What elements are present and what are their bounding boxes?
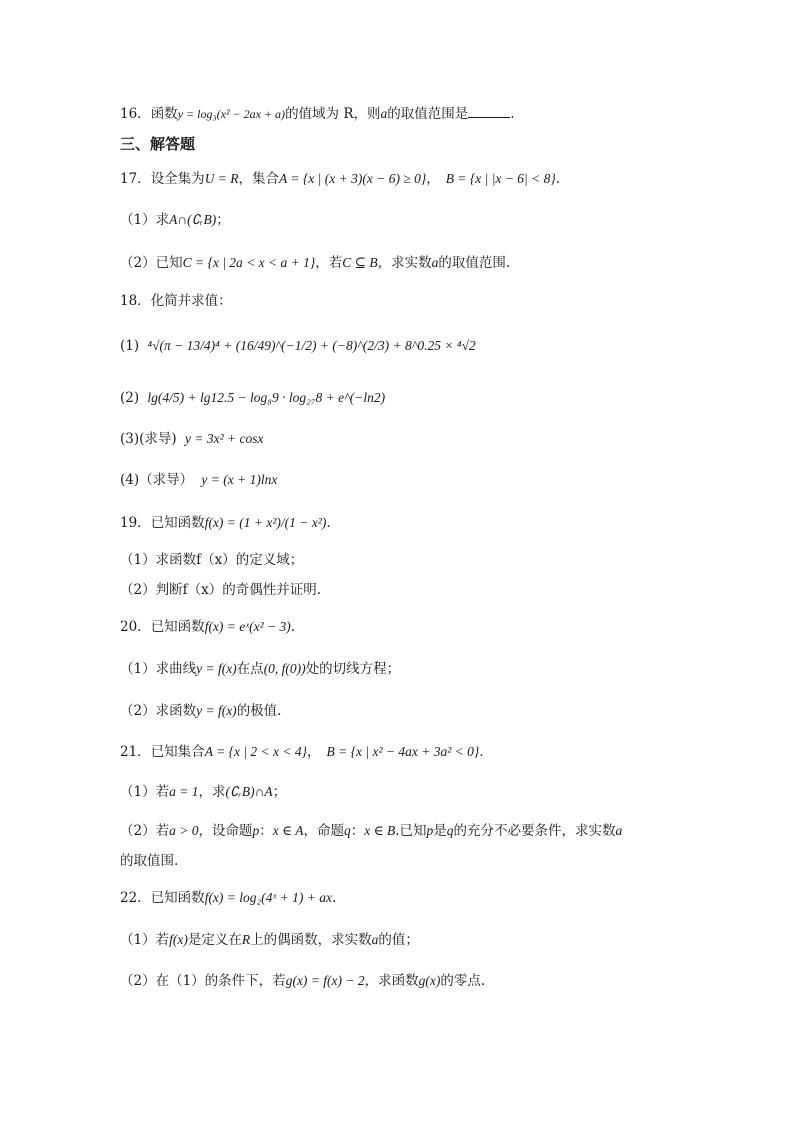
q18-part2: [120, 388, 385, 408]
q18-part1-expr: ⁴√(π − 13/4)⁴ + (16/49)^(−1/2) + (−8)^(2/3) + 8^0.25 × ⁴√2: [147, 338, 476, 353]
q18-part1-label: (1): [120, 338, 140, 354]
q18-text: 化简并求值：: [150, 293, 232, 309]
q21-part2-t2: ：: [259, 823, 273, 839]
q20-text: 已知函数: [150, 619, 205, 635]
q18-stem: [120, 291, 232, 311]
q22-part1-label: （1）若: [120, 932, 170, 948]
q22-gx: g(x): [418, 973, 441, 988]
q21-part2-t3: ，命题: [303, 823, 344, 839]
q21-part2-cond: a > 0: [169, 823, 199, 838]
q20-part1-label: （1）求曲线: [120, 661, 197, 677]
q21-part1-mid: ，求: [198, 784, 226, 800]
q21-set-b: B = {x | x² − 4ax + 3a² < 0}: [326, 744, 480, 759]
q22-part1: [120, 930, 419, 950]
q21-part2-t6: 是: [433, 823, 447, 839]
q22-number: 22．: [120, 890, 151, 906]
q21-prop-q-expr: x ∈ B: [364, 823, 396, 838]
q17-end: .: [555, 171, 561, 187]
q17-universal-set: U = R: [204, 171, 239, 186]
q20-part2-end: 的极值.: [236, 703, 282, 719]
q18-part2-expr: lg(4/5) + lg12.5 − log₈9 · log₂₇8 + e^(−ln2): [147, 390, 386, 405]
q17-part2-end: ，求实数: [377, 255, 432, 271]
q20-curve: y = f(x): [196, 661, 237, 676]
q22-part2: [120, 971, 485, 991]
q16-text-1: 函数: [150, 106, 178, 122]
q22-part2-end: 的零点.: [440, 973, 486, 989]
q16-formula: y = log₃(x² − 2ax + a): [177, 107, 286, 121]
q21-prop-p-2: p: [426, 823, 434, 838]
q17-sep: ，: [426, 171, 440, 187]
q21-text: 已知集合: [150, 744, 205, 760]
q21-part2: [120, 821, 622, 841]
q22-part1-domain: R: [241, 932, 251, 947]
q17-stem: [120, 169, 560, 189]
q21-stem: [120, 742, 484, 762]
q22-part1-mid2: 上的偶函数，求实数: [250, 932, 372, 948]
q17-set-a: A = {x | (x + 3)(x − 6) ≥ 0}: [279, 171, 427, 186]
q19-part1: （1）求函数f（x）的定义域；: [120, 552, 304, 568]
q21-prop-p-expr: x ∈ A: [272, 823, 304, 838]
q17-set-b: B = {x | |x − 6| < 8}: [445, 171, 556, 186]
q18-number: 18．: [120, 293, 151, 309]
q22-part1-var: a: [371, 932, 379, 947]
q21-part2-t7: 的充分不必要条件，求实数: [453, 823, 616, 839]
q22-part1-end: 的值；: [378, 932, 419, 948]
q21-prop-q: q: [343, 823, 351, 838]
q16-end: .: [510, 106, 515, 122]
q21-part1-label: （1）若: [120, 784, 170, 800]
q20-function: f(x) = eˣ(x² − 3): [204, 619, 291, 634]
q22-part2-label: （2）在（1）的条件下，若: [120, 973, 286, 989]
q18-part2-label: (2): [120, 390, 140, 406]
q17-part2-mid: ，若: [315, 255, 343, 271]
q20-number: 20．: [120, 619, 151, 635]
q18-part3-label: (3)(求导): [120, 431, 177, 447]
q17-part2-label: （2）已知: [120, 255, 183, 271]
q16-text-2: 的值域为 R，则: [285, 106, 381, 122]
q19-stem: [120, 513, 331, 533]
q17-part2-tail: 的取值范围.: [438, 255, 511, 271]
q17-subset-expr: C ⊆ B: [342, 255, 378, 270]
q20-part1: [120, 659, 400, 679]
q21-part1-expr: (∁ᵣB)∩A: [225, 784, 273, 799]
q21-part2-t5: .已知: [395, 823, 427, 839]
q19-function: f(x) = (1 + x²)/(1 − x²): [204, 515, 327, 530]
q21-part1-end: ；: [272, 784, 287, 800]
q20-part1-end: 处的切线方程；: [305, 661, 401, 677]
q20-part2-func: y = f(x): [196, 703, 237, 718]
q16-answer-blank[interactable]: [468, 103, 510, 118]
q19-text: 已知函数: [150, 515, 205, 531]
q22-part2-mid: ，求函数: [364, 973, 419, 989]
q16-line: [120, 103, 515, 124]
q17-part2: [120, 253, 510, 273]
q21-part2-var: a: [615, 823, 623, 838]
q20-part1-mid: 在点: [236, 661, 264, 677]
q20-part2-label: （2）求函数: [120, 703, 197, 719]
q19-number: 19．: [120, 515, 151, 531]
q20-part2: [120, 701, 281, 721]
q21-end: .: [479, 744, 484, 760]
q19-end: .: [326, 515, 331, 531]
q17-text-2: ，集合: [238, 171, 280, 187]
q18-part1: [120, 336, 476, 356]
q16-number: 16．: [120, 106, 151, 122]
q18-part3: [120, 429, 263, 449]
q21-set-a: A = {x | 2 < x < 4}: [204, 744, 308, 759]
q20-stem: [120, 617, 295, 637]
q22-function: f(x) = log₂(4ˣ + 1) + ax: [204, 890, 332, 905]
q22-part1-func: f(x): [169, 932, 188, 947]
q21-part2-cont: 的取值围.: [120, 853, 179, 869]
q16-text-3: 的取值范围是: [387, 106, 469, 122]
q21-sep: ，: [307, 744, 321, 760]
q17-text-1: 设全集为: [150, 171, 205, 187]
q19-part2: （2）判断f（x）的奇偶性并证明.: [120, 582, 321, 598]
q17-part1-expr: A∩(∁ᵣB): [169, 212, 217, 227]
q17-number: 17．: [120, 171, 151, 187]
q17-part1: [120, 210, 230, 230]
q22-end: .: [332, 890, 337, 906]
q21-number: 21．: [120, 744, 151, 760]
section-title: 三、解答题: [120, 135, 196, 153]
q17-part2-var: a: [431, 255, 439, 270]
q22-part1-mid: 是定义在: [187, 932, 242, 948]
q17-set-c: C = {x | 2a < x < a + 1}: [182, 255, 316, 270]
q22-stem: [120, 888, 336, 908]
q21-part1: [120, 782, 286, 802]
q20-point: (0, f(0)): [263, 661, 306, 676]
q21-prop-p: p: [252, 823, 260, 838]
q18-part4: [120, 470, 277, 490]
q21-part1-cond: a = 1: [169, 784, 199, 799]
q18-part3-expr: y = 3x² + cosx: [184, 431, 264, 446]
q21-part2-label: （2）若: [120, 823, 170, 839]
q21-part2-t4: ：: [350, 823, 365, 839]
q22-text: 已知函数: [150, 890, 205, 906]
q18-part4-expr: y = (x + 1)lnx: [201, 472, 278, 487]
q17-part1-end: ；: [216, 212, 230, 228]
q21-part2-t1: ，设命题: [198, 823, 253, 839]
q20-end: .: [290, 619, 296, 635]
q18-part4-label: (4)（求导）: [120, 472, 194, 488]
q22-g-def: g(x) = f(x) − 2: [285, 973, 365, 988]
q16-var: a: [380, 106, 388, 121]
q21-prop-q-2: q: [446, 823, 454, 838]
q17-part1-label: （1）求: [120, 212, 170, 228]
